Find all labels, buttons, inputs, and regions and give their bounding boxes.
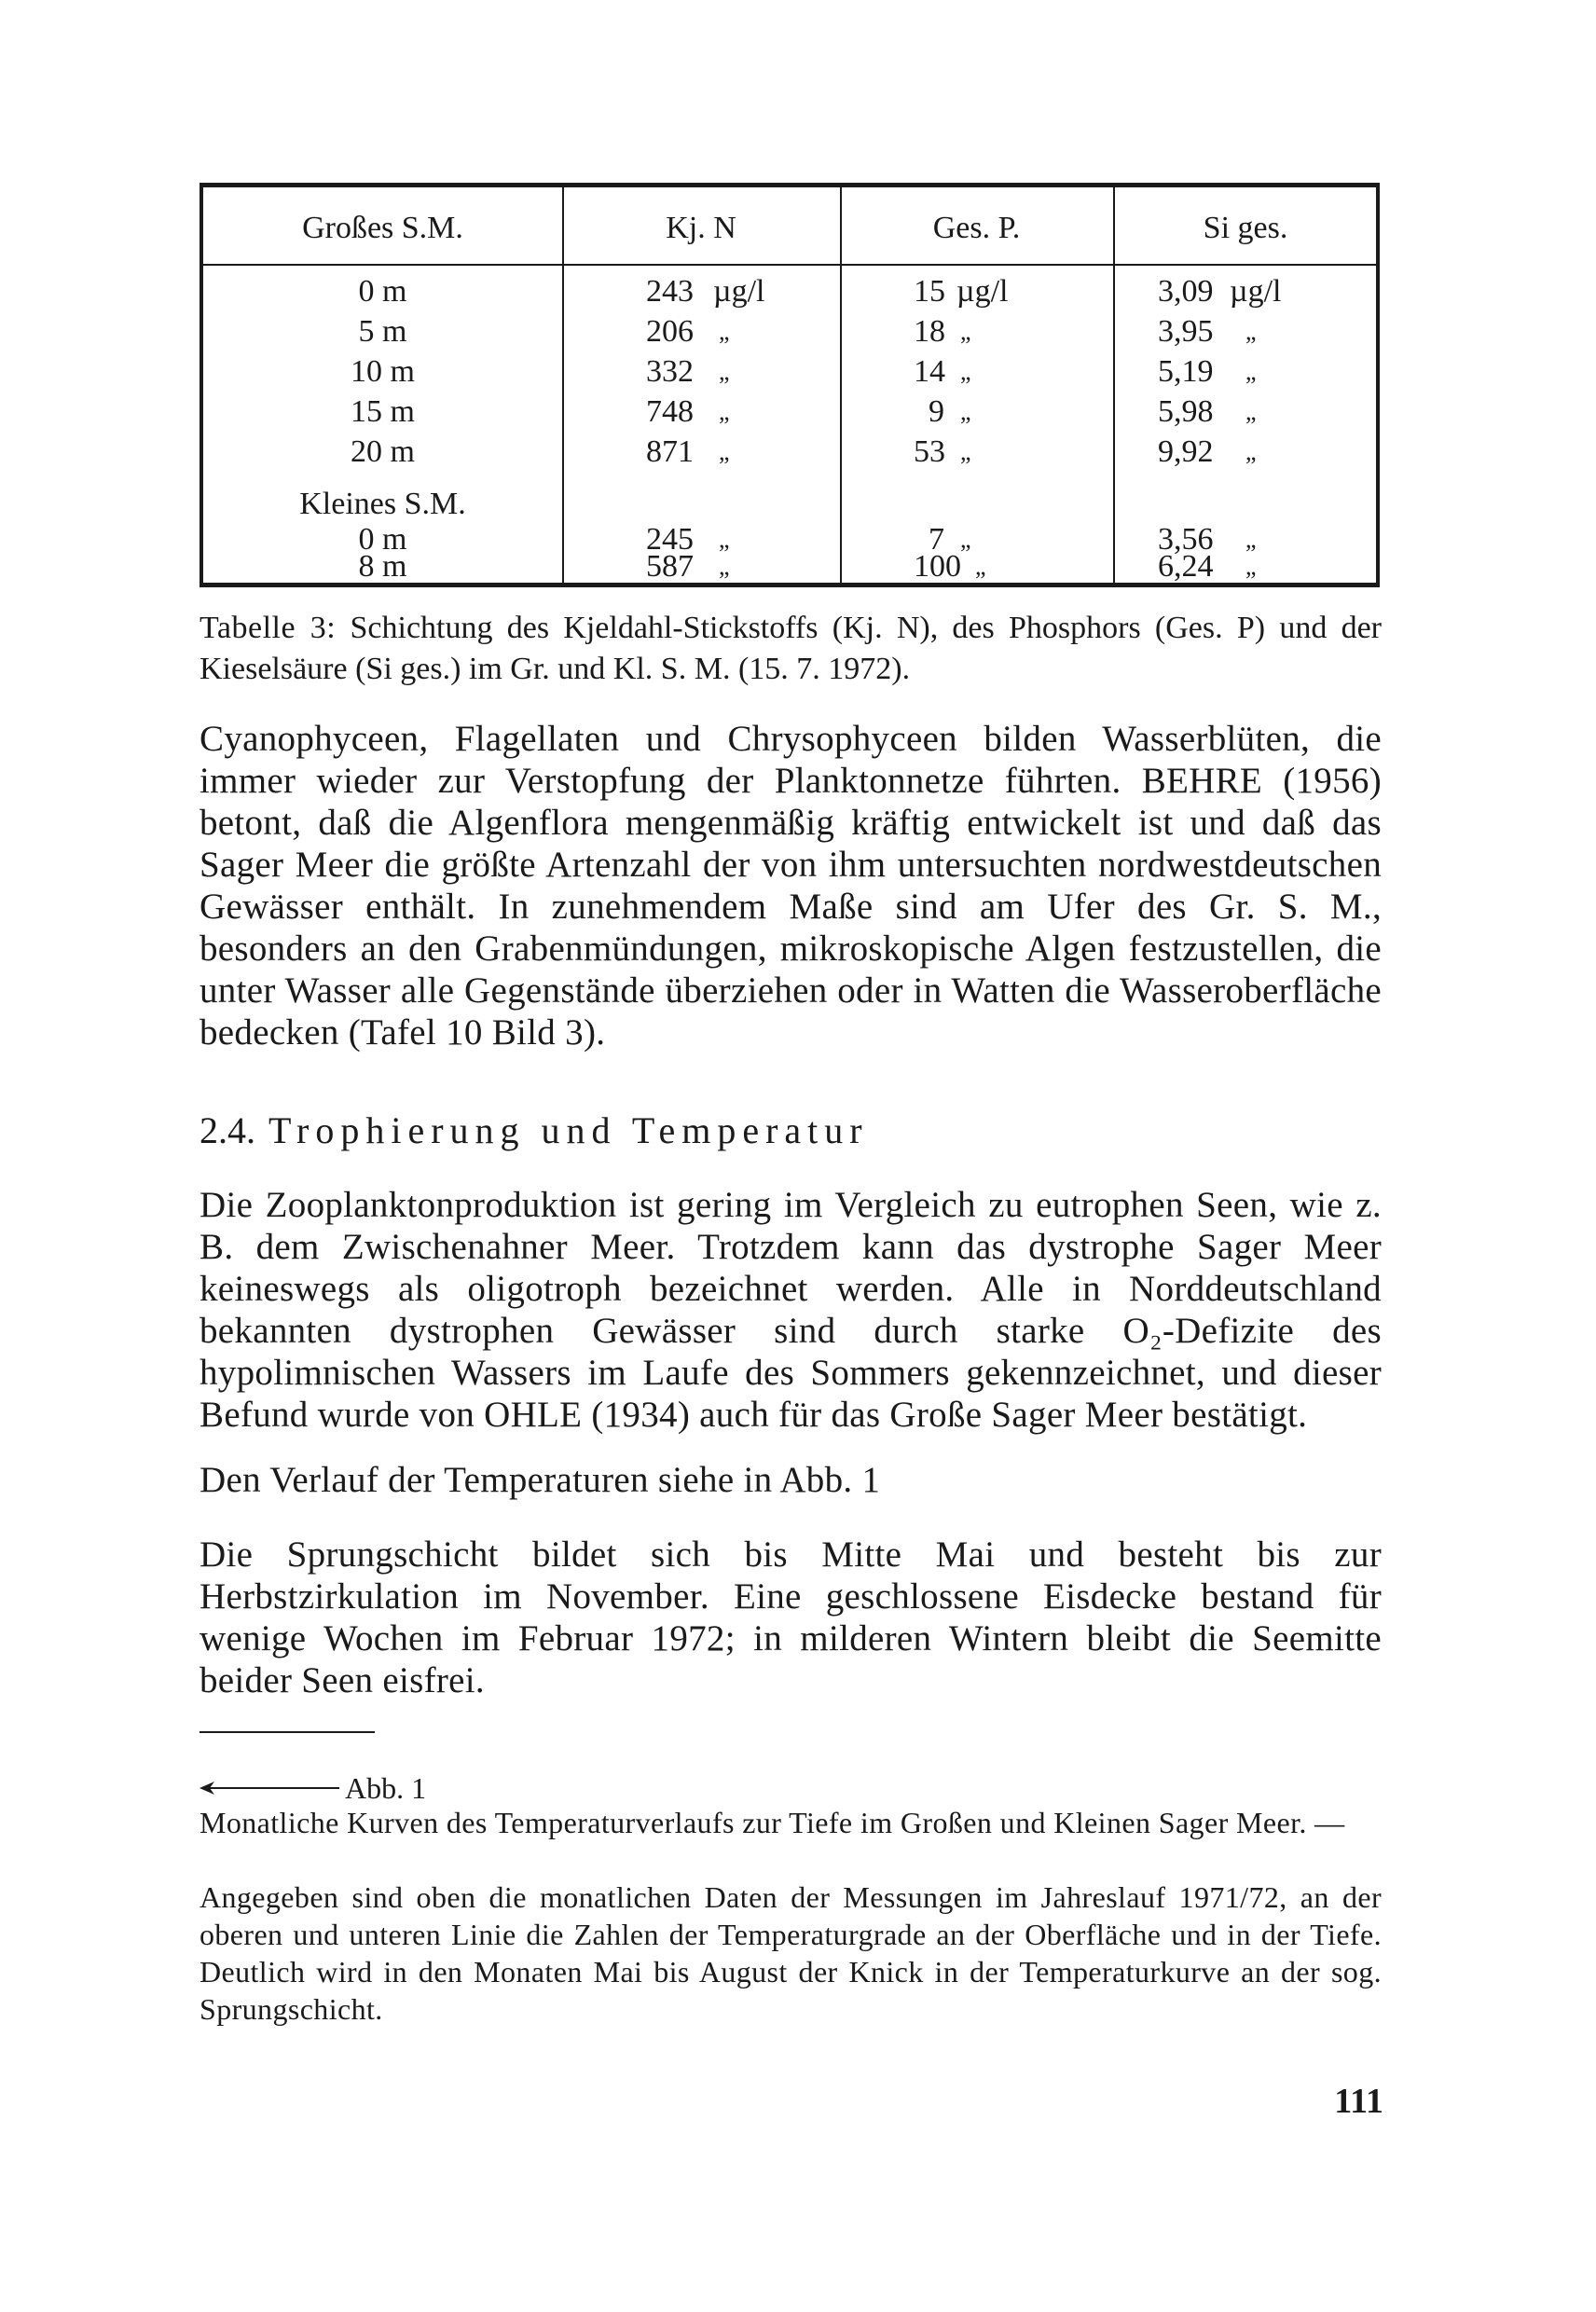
table-cell-depth: 15 m [351,394,415,429]
figure-reference [200,1769,426,1807]
table-cell-si: 3,09 [1158,274,1214,309]
table-cell-gesp: 100 [914,549,961,584]
table-cell-si: 6,24 [1158,549,1214,584]
table-cell-depth: 20 m [351,434,415,469]
table-cell-depth: 10 m [351,354,415,389]
table-cell-unit: „ [1245,553,1257,580]
table-cell-unit: „ [960,438,971,465]
table-cell-kjn: 332 [646,354,694,389]
table-cell-unit: „ [960,318,971,345]
table-cell-si: 3,56 [1158,522,1214,557]
paragraph-thermocline: Die Sprungschicht bildet sich bis Mitte Mai und besteht bis zur Herbstzirkulation im November. Eine geschlossene Eisdecke bestand für wenige Wochen im Februar 1972; in milderen Wintern bleibt die Seemitte beider Seen eisfrei. [200,1534,1382,1700]
header-si-ges: Si ges. [1203,211,1288,245]
table-cell-si: 3,95 [1158,314,1214,349]
table-cell-unit: „ [1245,318,1257,345]
paragraph-temperature-ref: Den Verlauf der Temperaturen siehe in Abb. 1 [200,1460,881,1500]
table-cell-gesp: 15 [914,274,945,309]
table-cell-depth: 8 m [358,549,407,584]
table-cell-unit: „ [960,526,971,553]
header-divider [203,264,1376,266]
page-number: 111 [1334,2082,1383,2121]
footnote-rule [200,1731,375,1733]
table-cell-unit: µg/l [713,274,765,309]
table-cell-gesp: 53 [914,434,945,469]
table-cell-unit: „ [719,438,730,465]
table-cell-unit: „ [960,358,971,385]
table-cell-unit: „ [1245,398,1257,425]
table-cell-si: 9,92 [1158,434,1214,469]
table-group-label: Kleines S.M. [299,487,466,521]
section-number: 2.4. [200,1109,255,1151]
table-cell-depth: 0 m [358,522,407,557]
table-cell-gesp: 18 [914,314,945,349]
table-cell-depth: 0 m [358,274,407,309]
table-cell-unit: „ [719,358,730,385]
table-cell-unit: „ [975,553,986,580]
table-caption [200,608,1382,690]
caption-label: Tabelle 3: [200,611,337,645]
figure-legend-line2: Angegeben sind oben die monatlichen Daten der Messungen im Jahreslauf 1971/72, an der oberen und unteren Linie die Zahlen der Temperaturgrade an der Oberfläche und in der Tiefe. Deutlich wird in den Monaten Mai bis August der Knick in der Temperaturkurve an der sog. Sprungschicht. [200,1880,1382,2026]
figure-label: Abb. 1 [345,1771,427,1805]
caption-text: Schichtung des Kjeldahl-Stickstoffs (Kj. N), des Phosphors (Ges. P) und der Kieselsäure (Si ges.) im Gr. und Kl. S. M. (15. 7. 1972). [200,611,1383,686]
table-cell-unit: µg/l [956,274,1009,309]
table-cell-si: 5,98 [1158,394,1214,429]
table-cell-kjn: 243 [646,274,694,309]
table-cell-unit: „ [1245,526,1257,553]
table-cell-gesp: 14 [914,354,945,389]
table-cell-unit: „ [719,398,730,425]
table-cell-kjn: 871 [646,434,694,469]
table-cell-unit: „ [719,318,730,345]
arrow-left-icon [200,1781,339,1796]
table-cell-kjn: 748 [646,394,694,429]
table-cell-unit: „ [719,526,730,553]
header-ges-p: Ges. P. [932,211,1021,245]
table-cell-kjn: 587 [646,549,694,584]
table-cell-gesp: 9 [929,394,944,429]
section-heading [200,1108,869,1154]
table-cell-unit: „ [960,398,971,425]
table-cell-unit: „ [1245,438,1257,465]
table-cell-depth: 5 m [358,314,407,349]
paragraph-algae: Cyanophyceen, Flagellaten und Chrysophyceen bilden Wasserblüten, die immer wieder zur Verstopfung der Planktonnetze führten. BEHRE (1956) betont, daß die Algenflora mengenmäßig kräftig entwickelt ist und daß das Sager Meer die größte Artenzahl der von ihm untersuchten nordwestdeutschen Gewässer enthält. In zunehmendem Maße sind am Ufer des Gr. S. M., besonders an den Grabenmündungen, mikroskopische Algen festzustellen, die unter Wasser alle Gegenstände überziehen oder in Watten die Wasseroberfläche bedecken (Tafel 10 Bild 3). [200,719,1382,1053]
header-depth: Großes S.M. [302,211,463,245]
section-title: Trophierung und Temperatur [268,1109,869,1151]
table-cell-si: 5,19 [1158,354,1214,389]
table-cell-unit: „ [719,553,730,580]
paragraph-zooplankton: Die Zooplanktonproduktion ist gering im Vergleich zu eutrophen Seen, wie z. B. dem Zwischenahner Meer. Trotzdem kann das dystrophe Sager Meer keineswegs als oligotroph bezeichnet werden. Alle in Norddeutschland bekannten dystrophen Gewässer sind durch starke O₂-Defizite des hypolimnischen Wassers im Laufe des Sommers gekennzeichnet, und dieser Befund wurde von OHLE (1934) auch für das Große Sager Meer bestätigt. [200,1185,1382,1435]
table-cell-kjn: 206 [646,314,694,349]
table-cell-kjn: 245 [646,522,694,557]
table-cell-gesp: 7 [929,522,944,557]
data-table [200,183,1380,587]
table-cell-unit: „ [1245,358,1257,385]
figure-legend-line1: Monatliche Kurven des Temperaturverlaufs zur Tiefe im Großen und Kleinen Sager Meer. — [200,1806,1345,1839]
table-cell-unit: µg/l [1230,274,1282,309]
header-kj-n: Kj. N [666,211,736,245]
